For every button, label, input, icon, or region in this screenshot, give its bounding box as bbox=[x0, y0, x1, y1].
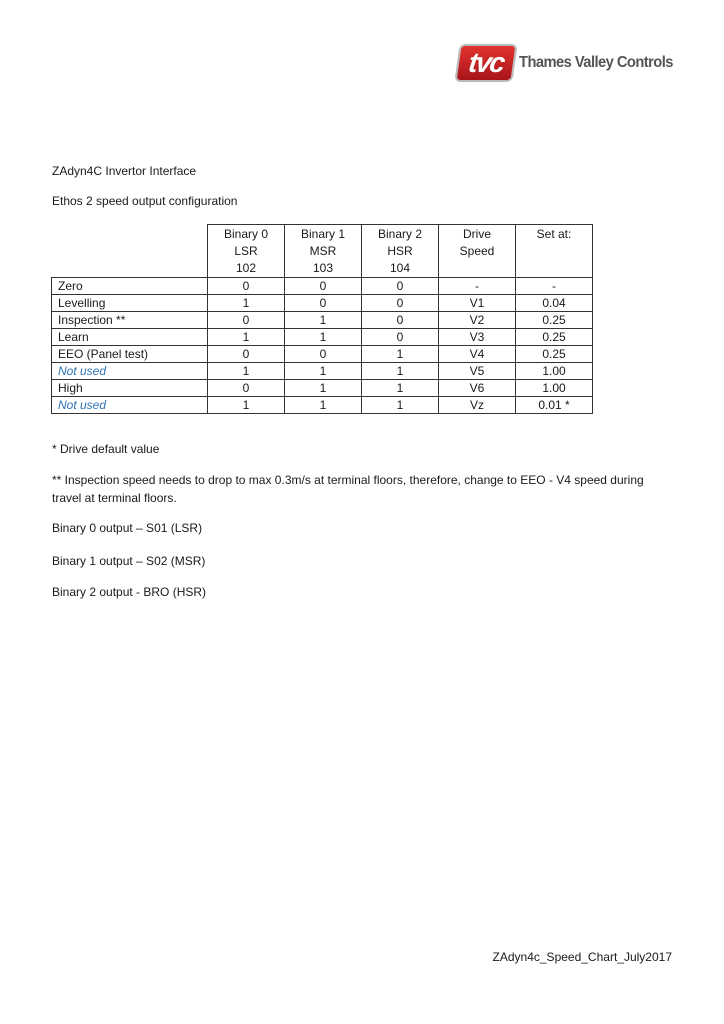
header-binary0: Binary 0 LSR 102 bbox=[208, 225, 285, 278]
drive-speed-value: V6 bbox=[439, 380, 516, 397]
binary0-value: 1 bbox=[208, 397, 285, 414]
binary2-value: 1 bbox=[362, 397, 439, 414]
binary0-value: 0 bbox=[208, 380, 285, 397]
binary0-value: 1 bbox=[208, 329, 285, 346]
row-label: Zero bbox=[52, 278, 208, 295]
company-logo bbox=[457, 44, 686, 82]
binary2-value: 0 bbox=[362, 329, 439, 346]
binary1-value: 0 bbox=[285, 346, 362, 363]
binary0-value: 0 bbox=[208, 312, 285, 329]
table-header-row bbox=[52, 225, 593, 278]
binary1-value: 0 bbox=[285, 278, 362, 295]
drive-speed-value: V5 bbox=[439, 363, 516, 380]
table-row bbox=[52, 363, 593, 380]
binary0-value: 1 bbox=[208, 295, 285, 312]
binary2-value: 1 bbox=[362, 380, 439, 397]
speed-config-table bbox=[51, 224, 593, 414]
drive-speed-value: V1 bbox=[439, 295, 516, 312]
row-label: EEO (Panel test) bbox=[52, 346, 208, 363]
set-at-value: 0.04 bbox=[516, 295, 593, 312]
set-at-value: 0.25 bbox=[516, 346, 593, 363]
note-binary1: Binary 1 output – S02 (MSR) bbox=[52, 554, 206, 568]
binary2-value: 0 bbox=[362, 312, 439, 329]
binary2-value: 1 bbox=[362, 346, 439, 363]
row-label: High bbox=[52, 380, 208, 397]
table-row bbox=[52, 329, 593, 346]
logo-mark: tvc bbox=[454, 44, 517, 82]
header-binary2: Binary 2 HSR 104 bbox=[362, 225, 439, 278]
note-binary2: Binary 2 output - BRO (HSR) bbox=[52, 585, 207, 599]
table-row bbox=[52, 380, 593, 397]
set-at-value: 0.01 * bbox=[516, 397, 593, 414]
binary0-value: 0 bbox=[208, 346, 285, 363]
header-set-at: Set at: bbox=[516, 225, 593, 278]
note-inspection-line1: ** Inspection speed needs to drop to max 0.3m/s at terminal floors, therefore, change to EEO - V4 speed during bbox=[52, 473, 644, 487]
table-row bbox=[52, 397, 593, 414]
set-at-value: 0.25 bbox=[516, 329, 593, 346]
binary0-value: 0 bbox=[208, 278, 285, 295]
row-label: Levelling bbox=[52, 295, 208, 312]
binary1-value: 0 bbox=[285, 295, 362, 312]
binary2-value: 1 bbox=[362, 363, 439, 380]
table-row bbox=[52, 346, 593, 363]
logo-company-name: Thames Valley Controls bbox=[519, 54, 673, 71]
drive-speed-value: - bbox=[439, 278, 516, 295]
set-at-value: 0.25 bbox=[516, 312, 593, 329]
binary1-value: 1 bbox=[285, 329, 362, 346]
row-label: Not used bbox=[52, 397, 208, 414]
header-blank bbox=[52, 225, 208, 278]
note-binary0: Binary 0 output – S01 (LSR) bbox=[52, 521, 203, 535]
set-at-value: 1.00 bbox=[516, 363, 593, 380]
document-title: ZAdyn4C Invertor Interface bbox=[52, 164, 197, 178]
drive-speed-value: V2 bbox=[439, 312, 516, 329]
drive-speed-value: V4 bbox=[439, 346, 516, 363]
note-inspection-line2: travel at terminal floors. bbox=[52, 491, 177, 505]
binary1-value: 1 bbox=[285, 397, 362, 414]
footer-filename: ZAdyn4c_Speed_Chart_July2017 bbox=[492, 950, 672, 964]
row-label: Inspection ** bbox=[52, 312, 208, 329]
binary1-value: 1 bbox=[285, 312, 362, 329]
row-label: Learn bbox=[52, 329, 208, 346]
binary0-value: 1 bbox=[208, 363, 285, 380]
binary2-value: 0 bbox=[362, 295, 439, 312]
row-label: Not used bbox=[52, 363, 208, 380]
binary1-value: 1 bbox=[285, 380, 362, 397]
drive-speed-value: Vz bbox=[439, 397, 516, 414]
set-at-value: 1.00 bbox=[516, 380, 593, 397]
note-default: * Drive default value bbox=[52, 442, 160, 456]
table-row bbox=[52, 278, 593, 295]
header-drive-speed: Drive Speed bbox=[439, 225, 516, 278]
set-at-value: - bbox=[516, 278, 593, 295]
header-binary1: Binary 1 MSR 103 bbox=[285, 225, 362, 278]
drive-speed-value: V3 bbox=[439, 329, 516, 346]
document-subtitle: Ethos 2 speed output configuration bbox=[52, 194, 238, 208]
binary2-value: 0 bbox=[362, 278, 439, 295]
binary1-value: 1 bbox=[285, 363, 362, 380]
table-row bbox=[52, 312, 593, 329]
table-row bbox=[52, 295, 593, 312]
